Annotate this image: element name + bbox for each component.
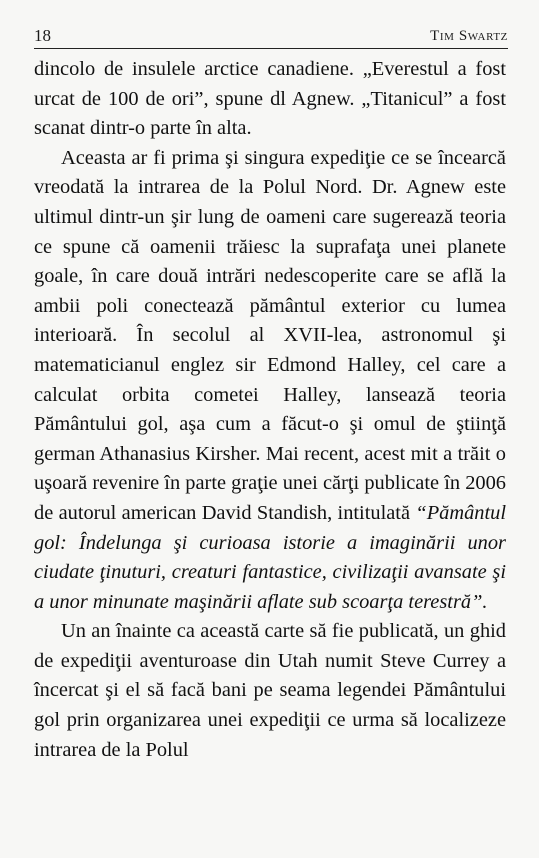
page-number: 18 — [34, 26, 51, 45]
book-title-quote: “Pământul gol: Îndelunga şi curioasa istorie a imaginării unor ciudate ţinuturi, creaturi fantastice, civilizaţii avansate şi a unor minunate maşinării aflate sub scoarţa terestră”. — [34, 501, 507, 613]
paragraph-2 — [34, 144, 506, 618]
body-text — [34, 55, 506, 765]
paragraph-1: dincolo de insulele arctice canadiene. „Everestul a fost urcat de 100 de ori”, spune dl Agnew. „Titanicul” a fost scanat dintr-o parte în alta. — [34, 58, 506, 140]
paragraph-3: Un an înainte ca această carte să fie publicată, un ghid de expediţii aventuroase din Utah numit Steve Currey a încercat şi el să facă bani pe seama legendei Pământului gol prin organizarea unei expediţii ce urma să localizeze intrarea de la Polul — [34, 620, 506, 761]
running-head: Tim Swartz — [430, 28, 508, 44]
paragraph-2-text: Aceasta ar fi prima şi singura expediţie ce se încearcă vreodată la intrarea de la Polul Nord. Dr. Agnew este ultimul dintr-un şir lung de oameni care sugerează teoria ce spune că oamenii trăiesc la suprafaţa unei planete goale, în care două intrări nedescoperite care se află la ambii poli conectează pământul exterior cu lumea interioară. În secolul al XVII-lea, astronomul şi matematicianul englez sir Edmond Halley, cel care a calculat orbita cometei Halley, lansează teoria Pământului gol, aşa cum a făcut-o şi omul de ştiinţă german Athanasius Kirsher. Mai recent, acest mit a trăit o uşoară revenire în parte graţie unei cărţi publicate în 2006 de autorul american David Standish, intitulată — [34, 146, 506, 524]
header-rule — [34, 48, 508, 49]
page-header — [34, 27, 508, 49]
